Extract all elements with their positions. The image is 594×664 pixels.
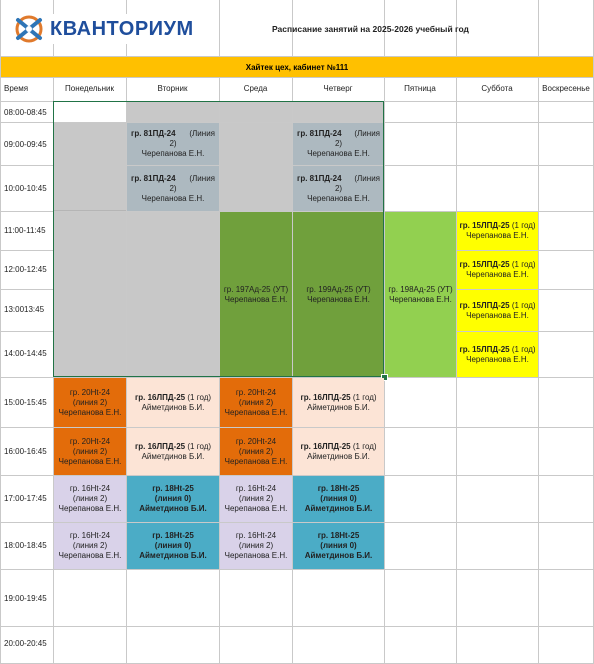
lesson-cell[interactable]: гр. 81ПД-24 (Линия 2) Черепанова Е.Н. [293,123,384,165]
lesson-cell[interactable]: гр. 20Ht-24 (линия 2) Черепанова Е.Н. [54,378,126,427]
lesson-cell[interactable]: гр. 81ПД-24 (Линия 2) Черепанова Е.Н. [127,123,219,165]
col-header-thursday: Четверг [323,84,353,93]
logo [12,14,194,44]
time-slot: 12:00-12:45 [4,265,47,274]
time-slot: 19:00-19:45 [4,594,47,603]
lesson-cell[interactable]: гр. 15ЛПД-25 (1 год) Черепанова Е.Н. [457,212,538,250]
time-slot: 08:00-08:45 [4,108,47,117]
lesson-cell[interactable]: гр. 18Ht-25 (линия 0) Айметдинов Б.И. [127,523,219,569]
lesson-cell[interactable]: гр. 20Ht-24 (линия 2) Черепанова Е.Н. [220,428,292,475]
lesson-cell[interactable]: гр. 20Ht-24 (линия 2) Черепанова Е.Н. [220,378,292,427]
time-slot: 18:00-18:45 [4,541,47,550]
lesson-cell[interactable]: гр. 16Ht-24 (линия 2) Черепанова Е.Н. [220,523,292,569]
time-slot: 11:00-11:45 [4,226,46,235]
lesson-cell[interactable]: гр. 81ПД-24 (Линия 2) Черепанова Е.Н. [127,166,219,211]
lesson-cell[interactable]: гр. 16ЛПД-25 (1 год) Айметдинов Б.И. [127,378,219,427]
time-slot: 20:00-20:45 [4,639,47,648]
time-slot: 13:0013:45 [4,305,45,314]
time-slot: 17:00-17:45 [4,494,47,503]
time-slot: 14:00-14:45 [4,349,47,358]
lesson-cell[interactable]: гр. 16Ht-24 (линия 2) Черепанова Е.Н. [54,476,126,522]
time-slot: 09:00-09:45 [4,140,47,149]
lesson-cell[interactable]: гр. 15ЛПД-25 (1 год) Черепанова Е.Н. [457,290,538,331]
col-header-monday: Понедельник [65,84,114,93]
lesson-cell[interactable]: гр. 199Ад-25 (УТ) Черепанова Е.Н. [293,212,384,377]
col-header-wednesday: Среда [243,84,268,93]
lesson-cell[interactable]: гр. 198Ад-25 (УТ) Черепанова Е.Н. [385,212,456,377]
lesson-cell[interactable]: гр. 16Ht-24 (линия 2) Черепанова Е.Н. [220,476,292,522]
time-slot: 10:00-10:45 [4,184,47,193]
lesson-cell[interactable]: гр. 16Ht-24 (линия 2) Черепанова Е.Н. [54,523,126,569]
lesson-cell[interactable]: гр. 18Ht-25 (линия 0) Айметдинов Б.И. [293,476,384,522]
logo-text: КВАНТОРИУМ [50,17,194,40]
lesson-cell[interactable]: гр. 15ЛПД-25 (1 год) Черепанова Е.Н. [457,251,538,289]
banner: Хайтек цех, кабинет №111 [1,57,593,77]
lesson-cell[interactable]: гр. 18Ht-25 (линия 0) Айметдинов Б.И. [293,523,384,569]
lesson-cell[interactable]: гр. 81ПД-24 (Линия 2) Черепанова Е.Н. [293,166,384,211]
lesson-cell[interactable]: гр. 16ЛПД-25 (1 год) Айметдинов Б.И. [127,428,219,475]
lesson-cell[interactable]: гр. 18Ht-25 (линия 0) Айметдинов Б.И. [127,476,219,522]
lesson-cell[interactable]: гр. 16ЛПД-25 (1 год) Айметдинов Б.И. [293,378,384,427]
selection-outline [53,101,384,377]
col-header-sunday: Воскресенье [542,84,590,93]
col-header-tuesday: Вторник [157,84,188,93]
lesson-cell[interactable]: гр. 20Ht-24 (линия 2) Черепанова Е.Н. [54,428,126,475]
col-header-friday: Пятница [404,84,436,93]
kvantorium-logo-icon [12,14,46,44]
lesson-cell[interactable]: гр. 16ЛПД-25 (1 год) Айметдинов Б.И. [293,428,384,475]
page-title: Расписание занятий на 2025-2026 учебный год [272,24,469,34]
lesson-cell[interactable]: гр. 15ЛПД-25 (1 год) Черепанова Е.Н. [457,332,538,377]
time-slot: 16:00-16:45 [4,447,47,456]
lesson-cell[interactable]: гр. 197Ад-25 (УТ) Черепанова Е.Н. [220,212,292,377]
col-header-saturday: Суббота [481,84,513,93]
col-header-time: Время [4,84,29,93]
time-slot: 15:00-15:45 [4,398,47,407]
